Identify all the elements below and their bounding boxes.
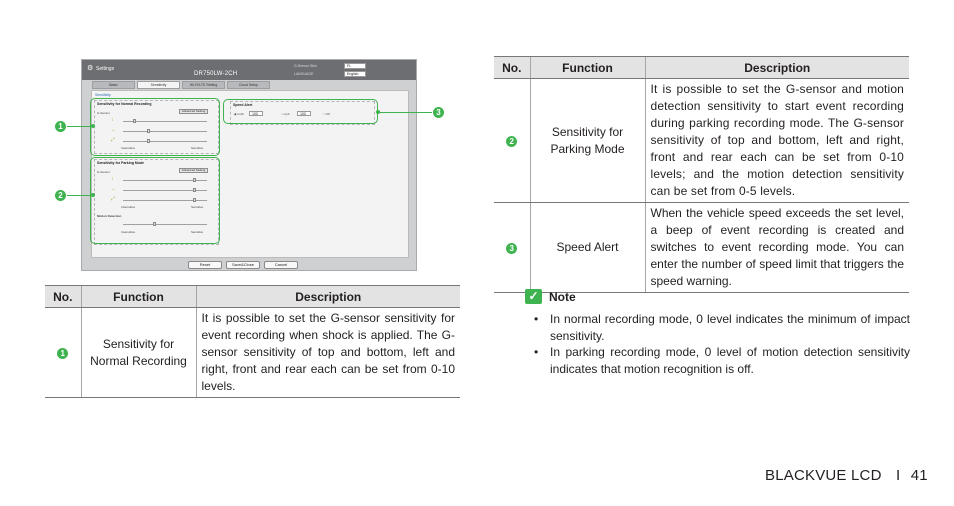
speed-unit-off: Off	[325, 112, 330, 116]
group2-gsensor-label: G-Sensor	[97, 170, 110, 174]
table-row	[45, 308, 460, 398]
row-description: When the vehicle speed exceeds the set level, a beep of event recording is created and switches to event recording mode. You can enter the number of speed limit that triggers the speed warning.	[645, 203, 909, 293]
col-function: Function	[530, 57, 645, 79]
tab-cloud-setup[interactable]: Cloud Setup	[227, 81, 270, 89]
tab-wifi-lte[interactable]: WI-FI/LTE Setting	[182, 81, 225, 89]
speed-unit-mph: mph	[283, 112, 290, 116]
row-badge-1: 1	[57, 348, 68, 359]
tab-sensitivity[interactable]: Sensitivity	[137, 81, 180, 89]
model-name: DR750LW-2CH	[194, 71, 238, 77]
function-table-1	[45, 285, 460, 398]
note-item: • In normal recording mode, 0 level indicates the minimum of impact sensitivity.	[534, 311, 910, 345]
axis-horizontal-icon: ↔	[111, 127, 116, 133]
table-header-row	[494, 57, 909, 79]
table-header-row	[45, 286, 460, 308]
row-function: Sensitivity for Normal Recording	[81, 308, 196, 398]
callout-line-2	[67, 195, 94, 196]
speed-radio-off[interactable]: ○ Off	[323, 112, 330, 116]
highlight-parking-mode	[90, 157, 220, 244]
row-badge-2: 2	[506, 136, 517, 147]
col-description: Description	[196, 286, 460, 308]
gsensor-select[interactable]: FL	[344, 63, 366, 69]
speed-kmh-input[interactable]: 100	[249, 111, 263, 116]
row-number	[494, 79, 530, 203]
axis-vertical-icon: ↕	[111, 117, 114, 123]
group1-title: Sensitivity for Normal Recording	[97, 102, 152, 106]
axis-depth-icon: ⤢	[111, 137, 116, 143]
function-table-2	[494, 56, 909, 293]
note-item: • In parking recording mode, 0 level of motion detection sensitivity indicates that motion recognition is off.	[534, 344, 910, 378]
speed-radio-kmh[interactable]: ◉ km/h	[234, 112, 244, 116]
tab-basic[interactable]: Basic	[92, 81, 135, 89]
group2-title: Sensitivity for Parking Mode	[97, 161, 145, 165]
group1-scale-high: Sensitive	[191, 146, 204, 150]
titlebar	[82, 60, 416, 80]
footer-separator: I	[895, 467, 901, 484]
motion-scale-low: Insensitive	[121, 230, 136, 234]
check-icon: ✓	[525, 289, 542, 304]
row-function: Speed Alert	[530, 203, 645, 293]
language-option-label: LANGUAGE	[294, 72, 314, 76]
save-close-button[interactable]: Save&Close	[226, 261, 260, 269]
callout-line-3	[378, 112, 432, 113]
reset-button[interactable]: Reset	[188, 261, 222, 269]
group1-scale-low: Insensitive	[121, 146, 136, 150]
group2-scale-high: Sensitive	[191, 205, 204, 209]
row-description: It is possible to set the G-sensor and motion detection sensitivity to start event recording during parking recording mode. The G-sensor sensitivity of top and bottom, left and right, front and rear each can be set from 0-10 levels; and the motion detection sensitivity can be set from 0-5 levels.	[645, 79, 909, 203]
gear-icon: ⚙	[87, 65, 94, 72]
panel-header: Sensitivity	[95, 93, 111, 97]
speed-alert-title: Speed Alert	[233, 103, 253, 107]
callout-3: 3	[433, 107, 444, 118]
page-footer	[765, 467, 928, 484]
highlight-normal-recording	[90, 98, 220, 156]
axis-vertical-icon: ↕	[111, 176, 114, 182]
col-description: Description	[645, 57, 909, 79]
axis-horizontal-icon: ↔	[111, 186, 116, 192]
footer-brand: BLACKVUE LCD	[765, 467, 882, 484]
note-title: Note	[549, 290, 576, 304]
callout-line-1	[67, 126, 94, 127]
group1-gsensor-label: G-Sensor	[97, 111, 110, 115]
settings-tabs	[92, 81, 272, 90]
row-number	[45, 308, 81, 398]
advanced-setting-button-2[interactable]: Advanced Setting	[179, 168, 208, 173]
speed-radio-mph[interactable]: ○ mph	[281, 112, 290, 116]
table-row	[494, 203, 909, 293]
speed-unit-kmh: km/h	[237, 112, 244, 116]
motion-scale-high: Sensitive	[191, 230, 204, 234]
col-no: No.	[45, 286, 81, 308]
window-title: Settings	[96, 66, 115, 72]
cancel-button[interactable]: Cancel	[264, 261, 298, 269]
highlight-speed-alert	[223, 99, 378, 124]
speed-mph-input[interactable]: 100	[297, 111, 311, 116]
language-select[interactable]: English	[344, 71, 366, 77]
callout-1: 1	[55, 121, 66, 132]
row-function: Sensitivity for Parking Mode	[530, 79, 645, 203]
callout-dot-2	[91, 193, 95, 197]
col-no: No.	[494, 57, 530, 79]
row-description: It is possible to set the G-sensor sensitivity for event recording when shock is applied. The G-sensor sensitivity of top and bottom, left and right, front and rear each can be set from 0-10 levels.	[196, 308, 460, 398]
callout-2: 2	[55, 190, 66, 201]
page-number: 41	[910, 467, 928, 484]
motion-detection-label: Motion Detection	[97, 214, 122, 218]
callout-dot-1	[91, 124, 95, 128]
advanced-setting-button-1[interactable]: Advanced Setting	[179, 109, 208, 114]
axis-depth-icon: ⤢	[111, 196, 116, 202]
row-number	[494, 203, 530, 293]
callout-dot-3	[376, 110, 380, 114]
col-function: Function	[81, 286, 196, 308]
group2-scale-low: Insensitive	[121, 205, 136, 209]
gsensor-option-label: G-Sensor Skin	[294, 64, 317, 68]
row-badge-3: 3	[506, 243, 517, 254]
table-row	[494, 79, 909, 203]
